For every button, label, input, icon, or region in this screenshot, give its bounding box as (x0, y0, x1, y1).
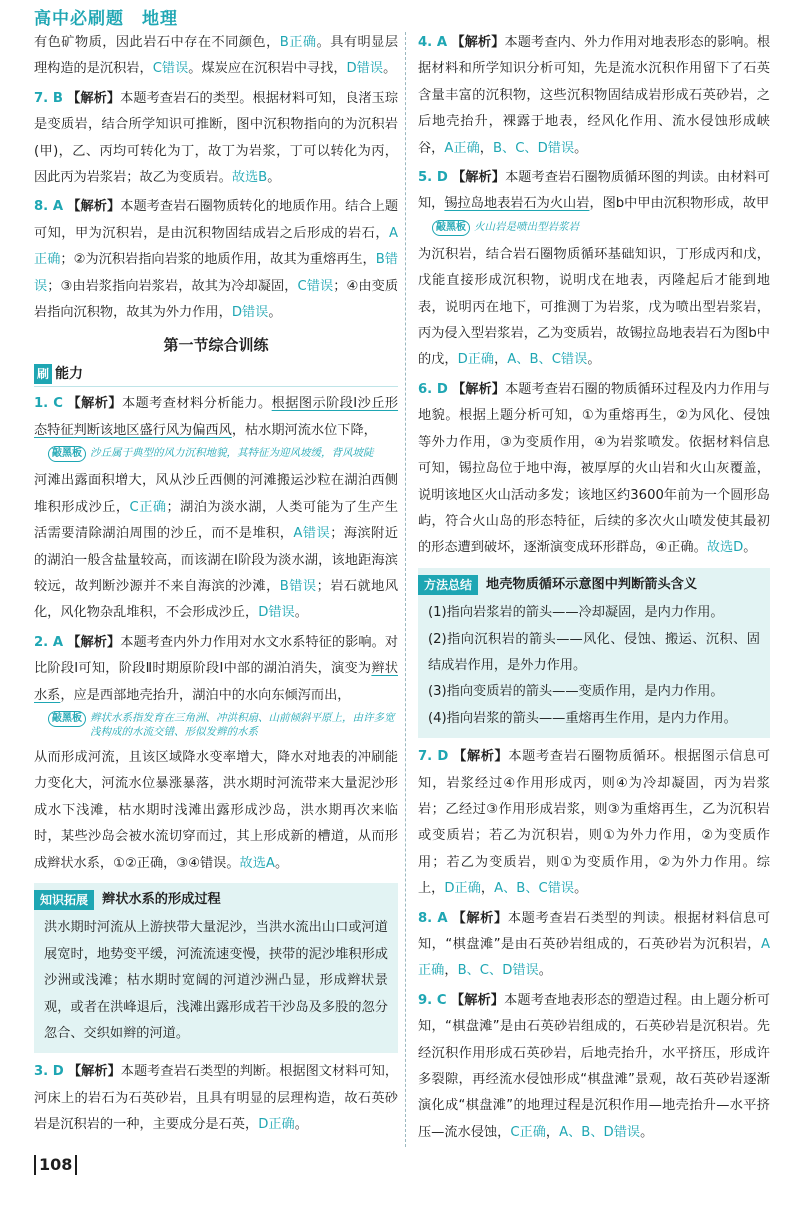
analysis-tag: 【解析】 (453, 749, 509, 765)
text-segment: 。 (574, 140, 588, 156)
knowledge-box-header (34, 887, 388, 913)
question-number: 2. A (34, 634, 64, 650)
text-segment: 为沉积岩，结合岩石圈物质循环基础知识，丁形成丙和戊，戊能直接形成沉积物，说明戊在地表，丙隆起后才能到地表，说明丙在地下，可推测丁为岩浆，戊为喷出型岩浆岩，丙为侵入型岩浆岩，乙为变质岩，故锡拉岛地表岩石为图b中的戊， (418, 246, 770, 368)
text-segment: ；③由岩浆指向岩浆岩，故其为冷却凝固， (47, 278, 298, 294)
text-segment: 本题考查内、外力作用对地表形态的影响。根据材料和所学知识分析可知，先是流水沉积作用留下了石英含量丰富的沉积物，这些沉积物固结成岩形成石英砂岩，之后地壳抬升，裸露于地表，经风化作用、流水侵蚀形成峡谷， (418, 35, 771, 156)
text-segment: 。 (587, 352, 601, 368)
text-segment: 。 (274, 855, 289, 871)
blackboard-note-text: 沙丘属于典型的风力沉积地貌，其特征为迎风坡缓，背风坡陡 (90, 447, 374, 460)
knowledge-box-title: 辫状水系的形成过程 (102, 891, 221, 907)
analysis-tag: 【解析】 (67, 199, 121, 215)
answer-text (418, 993, 770, 1140)
method-summary-box (418, 568, 770, 738)
method-box-title: 地壳物质循环示意图中判断箭头含义 (486, 576, 698, 592)
text-segment: 本题考查岩石类型的判读。根据材料信息可知，“棋盘滩”是由石英砂岩组成的，石英砂岩为沉积岩， (418, 910, 771, 952)
answer-2 (34, 630, 398, 709)
correctness-marker: A正确 (34, 225, 398, 268)
text-segment: 本题考查岩石的类型。根据材料可知，良渚玉琮是变质岩，结合所学知识可推断，图中沉积物指向的为沉积岩(甲)，乙、丙均可转化为丁，故丁为岩浆，丁可以转化为丙，因此丙为岩浆岩；故乙为变质岩。 (34, 90, 399, 186)
text-segment: 。煤炭应在沉积岩中寻找， (188, 61, 347, 77)
text-segment: ，应是西部地壳抬升，湖泊中的水向东倾泻而出， (60, 687, 351, 703)
analysis-tag: 【解析】 (67, 90, 121, 106)
text-segment: ；海滨附近的湖泊一般含盐量较高，而该湖在Ⅰ阶段为淡水湖，该地距海滨较远，故判断沙源并不来自海滨的沙滩， (34, 526, 399, 594)
answer-6 (418, 377, 770, 562)
right-column (418, 30, 770, 1149)
correctness-marker: 故选A (239, 855, 275, 871)
correctness-marker: C正确 (510, 1124, 546, 1140)
correctness-marker: A正确 (418, 937, 770, 979)
text-segment: 本题考查岩石圈物质循环。根据图示信息可知，岩浆经过④作用形成丙，则④为冷却凝固，丙为岩浆岩；乙经过③作用形成岩浆，则③为重熔再生，乙为沉积岩或变质岩；若乙为沉积岩，则①为外力作用，②为变质作用；若乙为变质岩，则①为变质作用，②为外力作用。综上， (418, 749, 770, 897)
answer-9 (418, 988, 770, 1146)
answer-text (418, 749, 770, 896)
text-segment: 本题考查岩石圈物质转化的地质作用。结合上题可知，甲为沉积岩，是由沉积物固结成岩之后形成的岩石， (34, 199, 399, 241)
knowledge-extension-box (34, 883, 398, 1053)
analysis-tag: 【解析】 (67, 396, 122, 412)
question-number: 5. D (418, 170, 448, 186)
text-segment: ；②为沉积岩指向岩浆的地质作用，故其为重熔再生， (60, 252, 376, 268)
ability-text: 能力 (55, 366, 84, 383)
text-segment: 河滩出露面积增大，风从沙丘西侧的河滩搬运沙粒在湖泊西侧堆积形成沙丘， (34, 473, 398, 515)
correctness-marker: A正确 (444, 140, 480, 156)
text-segment: 本题考查岩石圈物质循环图的判读。由材料可知， (418, 170, 770, 212)
answer-4 (418, 30, 770, 162)
blackboard-note-text: 火山岩是喷出型岩浆岩 (474, 220, 579, 233)
blackboard-note (418, 220, 770, 236)
text-segment: 。 (294, 605, 308, 621)
text-segment: ；湖泊为淡水湖，人类可能为了生产生活需要清除湖泊周围的沙丘，而不是堆积， (34, 499, 399, 542)
answer-text (418, 382, 770, 555)
answer-5 (418, 165, 770, 218)
ability-badge: 刷 (34, 364, 52, 384)
text-segment: ， (480, 881, 495, 897)
text-segment: 。 (538, 963, 552, 979)
answer-text (418, 35, 770, 156)
correctness-marker: A、B、D错误 (559, 1124, 641, 1140)
analysis-tag: 【解析】 (452, 910, 508, 926)
question-number: 6. D (418, 381, 448, 397)
correctness-marker: A错误 (293, 526, 331, 542)
text-segment: 本题考查地表形态的塑造过程。由上题分析可知，“棋盘滩”是由石英砂岩组成的，石英砂岩是沉积岩。先经沉积作用形成石英砂岩，后地壳抬升，水平挤压，形成许多裂隙，再经流水侵蚀形成“棋盘滩”景观，故石英砂岩逐渐演化成“棋盘滩”的地理过程是沉积作用—地壳抬升—水平挤压—流水侵蚀， (418, 992, 770, 1140)
section-title: 第一节综合训练 (163, 336, 269, 355)
text-segment: ， (479, 140, 493, 156)
text-segment: ，图b中甲由沉积物形成，故甲 (589, 196, 770, 212)
correctness-marker: B、C、D错误 (492, 140, 575, 156)
underlined-key-text: 根据图示阶段Ⅰ沙丘形态特征判断该地区盛行风为偏西风 (34, 396, 399, 438)
question-number: 1. C (34, 396, 63, 412)
correctness-marker: D正确 (457, 352, 495, 368)
book-header: 高中必刷题 地理 (34, 9, 178, 29)
blackboard-note-text: 辫状水系指发育在三角洲、冲洪积扇、山前倾斜平原上，由许多宽浅构成的水流交错、形似发辫的水系 (90, 711, 395, 738)
blackboard-note (34, 446, 398, 462)
answer-7-right (418, 744, 770, 902)
analysis-tag: 【解析】 (452, 381, 506, 397)
question-number: 7. B (34, 90, 63, 106)
text-segment: ，枯水期河流水位下降， (231, 422, 377, 438)
answer-3 (34, 1059, 398, 1138)
text-segment: 有色矿物质，因此岩石中存在不同颜色， (34, 35, 280, 50)
text-segment: ， (545, 1124, 560, 1140)
text-segment: 。 (267, 170, 281, 186)
analysis-tag: 【解析】 (451, 35, 505, 50)
text-segment: 。具有明显层理构造的是沉积岩， (34, 35, 399, 77)
method-box-label: 方法总结 (418, 575, 478, 595)
answer-8-right (418, 906, 770, 985)
analysis-tag: 【解析】 (452, 170, 506, 186)
left-column (34, 30, 398, 1139)
question-number: 7. D (418, 749, 449, 765)
answer-1-continued (34, 468, 398, 626)
text-segment: 。 (294, 1117, 308, 1133)
text-segment: 。 (383, 61, 397, 77)
text-segment: 本题考查内外力作用对水文水系特征的影响。对比阶段Ⅰ可知，阶段Ⅱ时期原阶段Ⅰ中部的湖泊消失，演变为 (34, 634, 399, 677)
correctness-marker: B、C、D错误 (457, 963, 539, 979)
blackboard-badge: 敲黑板 (432, 220, 470, 236)
answer-8-left (34, 194, 398, 326)
correctness-marker: 故选D (706, 540, 744, 556)
correctness-marker: C错误 (152, 61, 189, 77)
text-segment: ；岩石就地风化，风化物杂乱堆积，不会形成沙丘， (34, 578, 399, 621)
correctness-marker: B错误 (34, 252, 398, 294)
text-segment: 本题考查材料分析能力。 (121, 396, 272, 412)
correctness-marker: C错误 (297, 278, 334, 294)
ability-heading (34, 362, 398, 387)
correctness-marker: D错误 (346, 61, 384, 77)
blackboard-badge: 敲黑板 (48, 446, 86, 462)
text-segment: 。 (268, 305, 282, 321)
correctness-marker: D正确 (444, 881, 481, 897)
knowledge-box-text: 洪水期时河流从上游挟带大量泥沙，当洪水流出山口或河道展宽时，地势变平缓，河流流速变慢，挟带的泥沙堆积形成沙洲或浅滩；枯水期时宽阔的河道沙洲凸显，形成辫状景观，或者在洪峰退后，浅滩出露形成若干沙岛及多股的忽分忽合、交织如辫的河道。 (44, 920, 388, 1041)
text-segment: 。 (743, 540, 757, 556)
text-segment: 本题考查岩石圈的物质循环过程及内力作用与地貌。根据上题分析可知，①为重熔再生，②为风化、侵蚀等外力作用，③为变质作用，④为岩浆喷发。依据材料信息可知，锡拉岛位于地中海，被厚厚的火山岩和火山灰覆盖，说明该地区火山活动多发；该地区约3600年前为一个圆形岛屿，符合火山岛的形态特征，后续的多次火山喷发使其最初的形态遭到破坏，逐渐演变成环形群岛，④正确。 (418, 381, 770, 556)
correctness-marker: A、B、C错误 (494, 881, 575, 897)
blackboard-badge: 敲黑板 (48, 711, 86, 727)
left-intro-paragraph (34, 30, 398, 83)
text-segment: ；④由变质岩指向沉积物，故其为外力作用， (34, 278, 399, 321)
question-number: 9. C (418, 992, 447, 1008)
underlined-key-text: 辫状水系 (34, 661, 398, 703)
text-segment: 从而形成河流，且该区域降水变率增大，降水对地表的冲刷能力变化大，河流水位暴涨暴落，洪水期时河流带来大量泥沙形成水下浅滩，枯水期时浅滩出露形成沙岛，洪水期再次来临时，某些沙岛会被水流切穿而过，其上形成新的槽道，从而形成辫状水系，①②正确，③④错误。 (34, 749, 398, 871)
correctness-marker: A、B、C错误 (507, 352, 588, 368)
answer-2-continued (34, 745, 398, 877)
correctness-marker: C正确 (129, 499, 167, 515)
analysis-tag: 【解析】 (450, 992, 505, 1008)
answer-1 (34, 391, 398, 444)
text-segment: 本题考查岩石类型的判断。根据图文材料可知，河床上的岩石为石英砂岩，且具有明显的层理构造，故石英砂岩是沉积岩的一种，主要成分是石英， (34, 1064, 399, 1133)
correctness-marker: B错误 (279, 578, 317, 594)
text-segment: ， (494, 352, 508, 368)
correctness-marker: 故选B (231, 170, 268, 186)
question-number: 8. A (418, 910, 448, 926)
blackboard-note (34, 711, 398, 739)
method-item: (3)指向变质岩的箭头——变质作用，是内力作用。 (428, 684, 724, 700)
page-number: 108 (34, 1155, 77, 1175)
method-item: (2)指向沉积岩的箭头——风化、侵蚀、搬运、沉积、固结成岩作用，是外力作用。 (428, 631, 760, 673)
method-item: (4)指向岩浆的箭头——重熔再生作用，是内力作用。 (428, 710, 737, 726)
analysis-tag: 【解析】 (67, 634, 121, 650)
text-segment: 。 (640, 1124, 654, 1140)
underlined-key-text: 锡拉岛地表岩石为火山岩 (444, 196, 590, 212)
correctness-marker: D错误 (231, 305, 269, 321)
question-number: 8. A (34, 199, 64, 215)
text-segment: ， (444, 963, 458, 979)
method-item: (1)指向岩浆岩的箭头——冷却凝固，是内力作用。 (428, 605, 724, 621)
method-box-header (418, 572, 760, 598)
question-number: 4. A (418, 35, 448, 50)
correctness-marker: D正确 (258, 1117, 295, 1133)
knowledge-box-label: 知识拓展 (34, 890, 94, 910)
correctness-marker: D错误 (258, 605, 295, 621)
text-segment: 。 (574, 881, 588, 897)
column-divider (405, 32, 406, 1147)
correctness-marker: B正确 (279, 35, 317, 50)
answer-7-left (34, 86, 398, 192)
answer-text (34, 199, 398, 320)
answer-5-continued (418, 242, 770, 374)
analysis-tag: 【解析】 (67, 1064, 121, 1080)
question-number: 3. D (34, 1064, 64, 1080)
